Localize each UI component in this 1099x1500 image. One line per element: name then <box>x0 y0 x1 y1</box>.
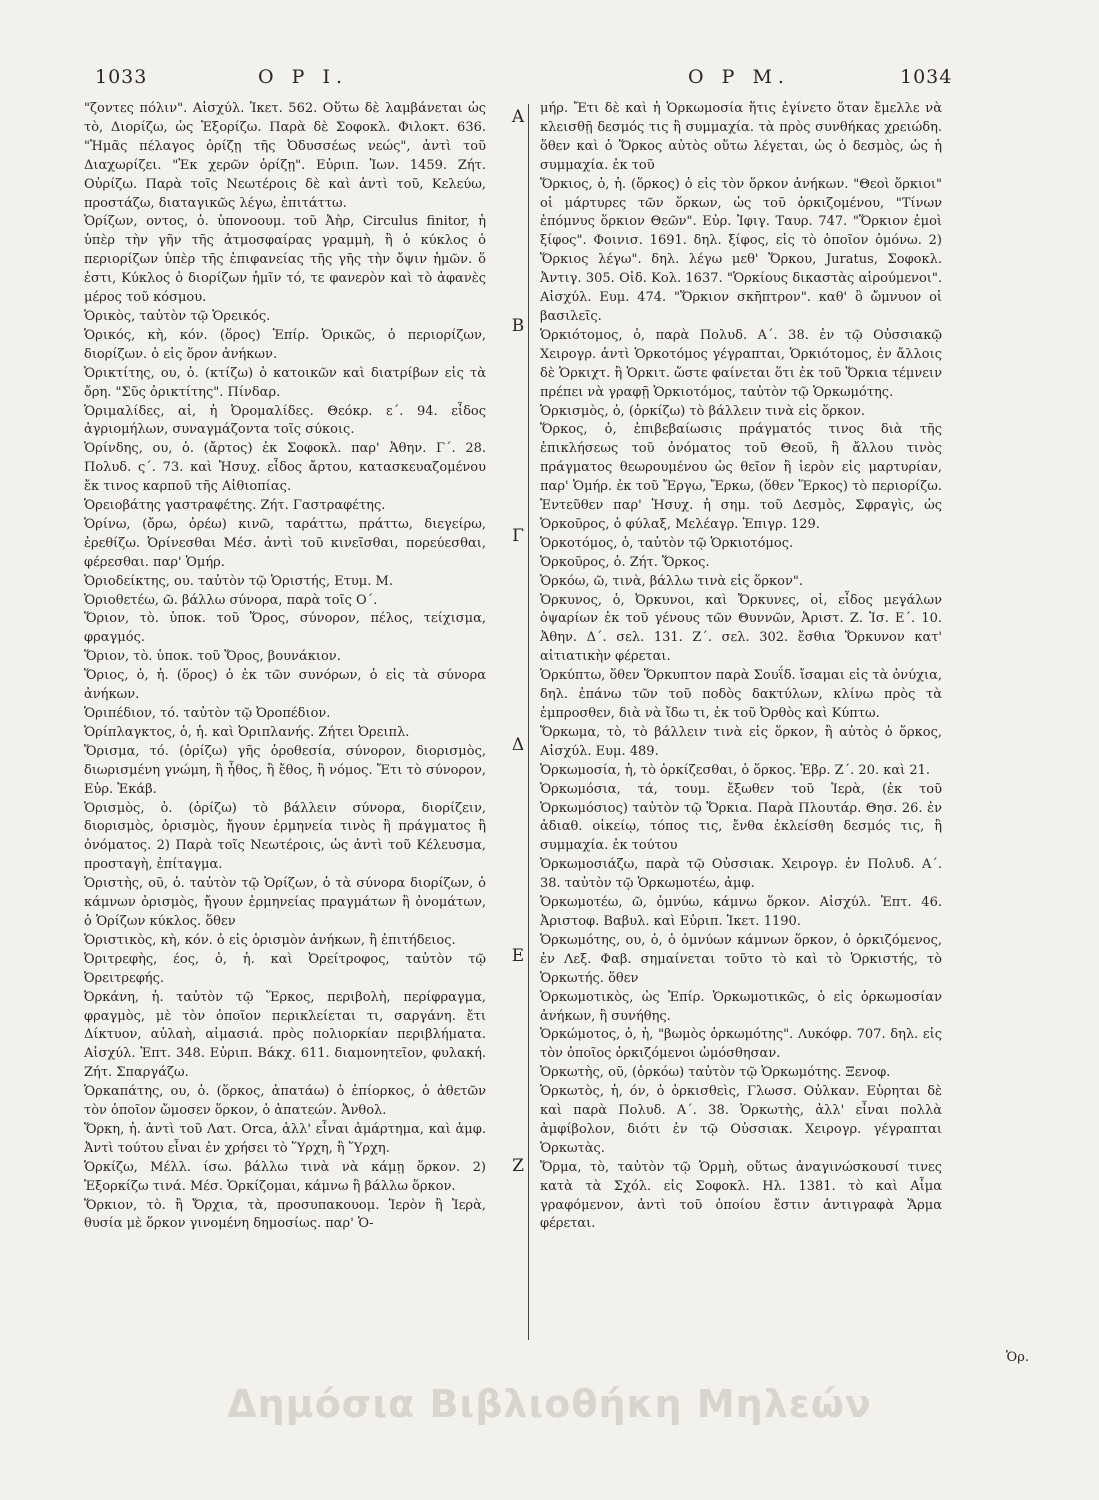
entry: Ὁρκόω, ῶ, τινὰ, βάλλω τινὰ εἰς ὅρκον". <box>540 573 804 589</box>
left-page-number: 1033 <box>95 66 148 88</box>
entry: Ὁρκώμοτος, ὁ, ἡ, "βωμὸς ὁρκωμότης". Λυκόφρ. 707. δηλ. εἰς τὸν ὁποῖος ὁρκιζόμενοι ὠμόσθησαν. <box>540 1027 942 1062</box>
section-marker: E <box>511 946 525 966</box>
entry: Ὅρισμα, τό. (ὁρίζω) γῆς ὁροθεσία, σύνορον, διορισμὸς, διωρισμένη γνώμη, ἢ ἦθος, ἢ ἔθος, ἢ νόμος. Ἔτι τὸ σύνορον, Εὐρ. Ἑκάβ. <box>84 743 486 797</box>
section-marker: Γ <box>512 526 524 546</box>
entry: Ὀρκάνη, ἡ. ταὐτὸν τῷ Ἕρκος, περιβολὴ, περίφραγμα, φραγμὸς, μὲ τὸν ὁποῖον περικλείεται τι, σαργάνη. ἔτι Δίκτυον, αὐλαὴ, αἰμασιά. πρὸς πολιορκίαν περιβλήματα. Αἰσχύλ. Ἑπτ. 348. Εὐριπ. Βάκχ. 611. διαμονητεῖον, φυλακή. Ζήτ. Σπαργάζω. <box>84 989 486 1081</box>
entry: Ὁρικός, κὴ, κόν. (ὅρος) Ἐπίρ. Ὁρικῶς, ὁ περιορίζων, διορίζων. ὁ εἰς ὅρον ἀνήκων. <box>84 327 486 362</box>
entry: Ὅρμα, τὸ, ταὐτὸν τῷ Ὁρμὴ, οὕτως ἀναγινώσκουσί τινες κατὰ τὰ Σχόλ. εἰς Σοφοκλ. Ηλ. 1381. τὸ καὶ Αἷμα γραφόμενον, ἀντὶ τοῦ ὁποίου ἔστιν ἀντιγραφὰ Ἅρμα φέρεται. <box>540 1159 942 1232</box>
section-marker: A <box>511 107 525 127</box>
entry: Ὁρκιότομος, ὁ, παρὰ Πολυδ. Α΄. 38. ἐν τῷ Οὐσσιακῷ Χειρογρ. ἀντὶ Ὁρκοτόμος γέγραπται, Ὁρκιότομος, ἐν ἄλλοις δὲ Ὁρκιχτ. ἢ Ὁρκιτ. ὥστε φαίνεται ὅτι ἐκ τοῦ Ὅρκια τέμνειν πρέπει νὰ γραφῇ Ὁρκιοτόμος, ταὐτὸν τῷ Ὁρκωμότης. <box>540 327 942 400</box>
entry: Ὁρίνδης, ου, ὁ. (ἄρτος) ἐκ Σοφοκλ. παρ' Ἀθην. Γ΄. 28. Πολυδ. ς΄. 73. καὶ Ἡσυχ. εἶδος ἄρτου, κατασκευαζομένου ἔκ τινος καρποῦ τῆς Αἰθιοπίας. <box>84 441 486 495</box>
entry: Ὅρκιος, ὁ, ἡ. (ὅρκος) ὁ εἰς τὸν ὅρκον ἀνήκων. "Θεοὶ ὅρκιοι" οἱ μάρτυρες τῶν ὅρκων, ὡς τοῦ ὁρκιζομένου, "Τίνων ἐπόμνυς ὅρκιον Θεῶν". Εὐρ. Ἰφιγ. Ταυρ. 747. "Ὅρκιον ἐμοὶ ξίφος". Φοινισ. 1691. δηλ. ξίφος, εἰς τὸ ὁποῖον ὀμόνω. 2) Ὅρκιος λέγω". δηλ. λέγω μεθ' Ὅρκου, Juratus, Σοφοκλ. Ἀντιγ. 305. Οἰδ. Κολ. 1637. "Ὁρκίους δικαστὰς αἱρούμενοι". Αἰσχύλ. Ευμ. 474. "Ὅρκιον σκῆπτρον". καθ' ὃ ὤμνυον οἱ βασιλεῖς. <box>540 176 942 324</box>
section-marker: Δ <box>511 735 525 755</box>
section-marker: B <box>511 316 525 336</box>
entry: Ὁριοδείκτης, ου. ταὐτὸν τῷ Ὁριστής, Ετυμ. Μ. <box>84 573 393 589</box>
entry: Ὁρκοῦρος, ὁ. Ζήτ. Ὅρκος. <box>540 554 710 570</box>
column-rule <box>528 104 529 1340</box>
right-page-number: 1034 <box>900 66 953 88</box>
entry: Ὁρκωμοτέω, ῶ, ὀμνύω, κάμνω ὅρκον. Αἰσχύλ. Ἑπτ. 46. Ἀριστοφ. Βαβυλ. καὶ Εὐριπ. Ἱκετ. 1190. <box>540 895 942 929</box>
entry: Ὁρικὸς, ταὐτὸν τῷ Ὁρεικός. <box>84 308 271 324</box>
entry: Ὁρκυνος, ὁ, Ὀρκυνοι, καὶ Ὄρκυνες, οἱ, εἶδος μεγάλων ὀψαρίων ἐκ τοῦ γένους τῶν Θυννῶν, Ἀριστ. Ζ. Ἱσ. Ε΄. 10. Ἀθην. Δ΄. σελ. 131. Ζ΄. σελ. 302. ἔσθια Ὅρκυνον κατ' αἰτιατικὴν φέρεται. <box>540 592 942 665</box>
entry: Ὁριμαλίδες, αἱ, ἡ Ὀρομαλίδες. Θεόκρ. ε΄. 94. εἶδος ἀγριομήλων, συναγμάζοντα τοῖς σύκοις. <box>84 403 486 438</box>
entry: Ὁρίπλαγκτος, ὁ, ἡ. καὶ Ὀριπλανής. Ζήτει Ὀρειπλ. <box>84 724 410 740</box>
entry: Ὁρκωμοσία, ἡ, τὸ ὁρκίζεσθαι, ὁ ὅρκος. Ἑβρ. Ζ΄. 20. καὶ 21. <box>540 762 931 778</box>
entry: Ὁρκύπτω, ὅθεν Ὅρκυπτον παρὰ Σουΐδ. ἴσαμαι εἰς τὰ ὀνύχια, δηλ. ἐπάνω τῶν τοῦ ποδὸς δακτύλων, κλίνω πρὸς τὰ ἐμπροσθεν, διὰ νὰ ἴδω τι, ἐκ τοῦ Ὀρθὸς καὶ Κύπτω. <box>540 668 942 721</box>
entry: Ὅριος, ὁ, ἡ. (ὅρος) ὁ ἐκ τῶν συνόρων, ὁ εἰς τὰ σύνορα ἀνήκων. <box>84 668 486 703</box>
entry: Ὀριτρεφὴς, έος, ὁ, ἡ. καὶ Ὀρείτροφος, ταὐτὸν τῷ Ὀρειτρεφής. <box>84 951 486 986</box>
left-running-head: O P I. <box>258 66 348 88</box>
entry: Ὅρκιον, τὸ. ἢ Ὄρχια, τὰ, προσυπακουομ. Ἱερὸν ἢ Ἱερὰ, θυσία μὲ ὅρκον γινομένη δημοσίως. παρ' Ὁ- <box>84 1197 486 1232</box>
entry: Ὁρικτίτης, ου, ὁ. (κτίζω) ὁ κατοικῶν καὶ διατρίβων εἰς τὰ ὄρη. "Σῦς ὀρικτίτης". Πίνδαρ. <box>84 365 486 400</box>
entry: Ὁριπέδιον, τό. ταὐτὸν τῷ Ὀροπέδιον. <box>84 706 331 721</box>
entry: Ὁρκωμοτικὸς, ὡς Ἐπίρ. Ὁρκωμοτικῶς, ὁ εἰς ὁρκωμοσίαν ἀνήκων, ἢ συνήθης. <box>540 989 942 1024</box>
entry: Ὁριοθετέω, ῶ. βάλλω σύνορα, παρὰ τοῖς Ο΄. <box>84 592 378 608</box>
entry: Ὅρκη, ἡ. ἀντὶ τοῦ Λατ. Orca, ἀλλ' εἶναι ἁμάρτημα, καὶ ἀμφ. Ἀντὶ τούτου εἶναι ἐν χρήσει τὸ Ὕρχη, ἢ Ὕρχη. <box>84 1121 486 1156</box>
entry: Ὁρίζων, οντος, ὁ. ὑπονοουμ. τοῦ Ἀὴρ, Circulus finitor, ἡ ὑπὲρ τὴν γῆν τῆς ἀτμοσφαίρας γραμμὴ, ἢ ὁ κύκλος ὁ περιορίζων ὑπὲρ τῆς ἐπιφανείας τῆς γῆς τὴν ὄψιν ἡμῶν. ὅ ἐστι, Κύκλος ὁ διορίζων ἡμῖν τό, τε φανερὸν καὶ τὸ ἀφανὲς μέρος τοῦ κόσμου. <box>84 214 486 306</box>
entry: Ὁριστὴς, οῦ, ὁ. ταὐτὸν τῷ Ὁρίζων, ὁ τὰ σύνορα διορίζων, ὁ κάμνων ὁρισμὸς, ἤγουν ἑρμηνείας πραγμάτων ἢ ὀνομάτων, ὁ Ὁρίζων κύκλος. ὅθεν <box>84 876 486 929</box>
entry: Ὁρκαπάτης, ου, ὁ. (ὅρκος, ἀπατάω) ὁ ἐπίορκος, ὁ ἀθετῶν τὸν ὁποῖον ὤμοσεν ὅρκον, ὁ ἀπατεών. Ἀνθολ. <box>84 1084 486 1119</box>
left-column <box>84 100 486 1234</box>
entry: Ὁρκωμόσια, τά, τουμ. ἔξωθεν τοῦ Ἱερὰ, (ἐκ τοῦ Ὁρκωμόσιος) ταὐτὸν τῷ Ὅρκια. Παρὰ Πλουτάρ. Θησ. 26. ἐν ἀδιαθ. οἰκείῳ, τόπος τις, ἔνθα ἐκλείσθη δεσμός τις, ἢ συμμαχία. ἐκ τούτου <box>540 781 942 854</box>
entry: Ὅριον, τὸ. ὑποκ. τοῦ Ὅρος, σύνορον, πέλος, τείχισμα, φραγμός. <box>84 611 486 646</box>
entry: Ὁρκίζω, Μέλλ. ίσω. βάλλω τινὰ νὰ κάμῃ ὅρκον. 2) Ἐξορκίζω τινά. Μέσ. Ὁρκίζομαι, κάμνω ἢ βάλλω ὅρκον. <box>84 1159 486 1194</box>
entry: Ὁρειοβάτης γαστραφέτης. Ζήτ. Γαστραφέτης. <box>84 498 386 514</box>
entry: Ὁρκωτὸς, ἡ, όν, ὁ ὁρκισθεὶς, Γλωσσ. Οὐλκαν. Εὑρηται δὲ καὶ παρὰ Πολυδ. Α΄. 38. Ὁρκωτὴς, ἀλλ' εἶναι πολλὰ ἀμφίβολον, διότι ἐν τῷ Οὐσσιακ. Χειρογρ. γέγραπται Ὁρκωτὰς. <box>540 1084 942 1156</box>
entry: Ὁρκωμότης, ου, ὁ, ὁ ὀμνύων κάμνων ὅρκον, ὁ ὁρκιζόμενος, ἐν Λεξ. Φαβ. σημαίνεται τοῦτο τὸ καὶ τὸ Ὁρκιστής, τὸ Ὁρκωτής. ὅθεν <box>540 932 942 986</box>
entry: Ὁρκωτὴς, οῦ, (ὁρκόω) ταὐτὸν τῷ Ὁρκωμότης. Ξενοφ. <box>540 1065 891 1081</box>
entry: Ὁριστικὸς, κὴ, κόν. ὁ εἰς ὁρισμὸν ἀνήκων, ἢ ἐπιτήδειος. <box>84 932 456 948</box>
entry: "ζοντες πόλιν". Αἰσχύλ. Ἱκετ. 562. Οὕτω δὲ λαμβάνεται ὡς τὸ, Διορίζω, ὡς Ἐξορίζω. Παρὰ δὲ Σοφοκλ. Φιλοκτ. 636. "Ἡμᾶς πέλαγος ὁρίζῃ τῆς Ὀδυσσέως νεώς", ἀντὶ τοῦ Διαχωρίζει. "Ἐκ χερῶν ὁρίζῃ". Εὐριπ. Ἰων. 1459. Ζήτ. Οὐρίζω. Παρὰ τοῖς Νεωτέροις δὲ καὶ ἀντὶ τοῦ, Κελεύω, προστάζω, διαταγικῶς λέγω, ἐπιτάττω. <box>84 101 486 211</box>
right-running-head: O P M. <box>688 66 790 88</box>
entry: Ὁρκισμὸς, ὁ, (ὁρκίζω) τὸ βάλλειν τινὰ εἰς ὅρκον. <box>540 403 866 419</box>
section-marker: Z <box>512 1156 524 1176</box>
entry: Ὅριον, τὸ. ὑποκ. τοῦ Ὅρος, βουνάκιον. <box>84 649 341 665</box>
library-watermark: Δημόσια Βιβλιοθήκη Μηλεών <box>227 1382 872 1426</box>
entry: Ὁρίνω, (ὄρω, ὀρέω) κινῶ, ταράττω, πράττω, διεγείρω, ἐρεθίζω. Ὀρίνεσθαι Μέσ. ἀντὶ τοῦ κινεῖσθαι, πορεύεσθαι, φέρεσθαι. παρ' Ὁμήρ. <box>84 516 486 570</box>
right-column <box>540 100 942 1234</box>
entry: Ὅρκωμα, τὸ, τὸ βάλλειν τινὰ εἰς ὅρκον, ἢ αὐτὸς ὁ ὅρκος, Αἰσχύλ. Ευμ. 489. <box>540 724 942 759</box>
catchword: Ὁρ. <box>1006 1350 1029 1365</box>
entry: Ὁρισμὸς, ὁ. (ὁρίζω) τὸ βάλλειν σύνορα, διορίζειν, διορισμὸς, ὁρισμὸς, ἤγουν ἑρμηνεία τινὸς ἢ πράγματος ἢ ὀνόματος. 2) Παρὰ τοῖς Νεωτέροις, ὡς ἀντὶ τοῦ Κέλευσμα, προσταγὴ, ἐπίταγμα. <box>84 800 486 873</box>
entry: Ὁρκωμοσιάζω, παρὰ τῷ Οὐσσιακ. Χειρογρ. ἐν Πολυδ. Α΄. 38. ταὐτὸν τῷ Ὁρκωμοτέω, ἀμφ. <box>540 857 942 892</box>
entry: μήρ. Ἔτι δὲ καὶ ἡ Ὁρκωμοσία ἥτις ἐγίνετο ὅταν ἔμελλε νὰ κλεισθῇ δεσμός τις ἢ συμμαχία. τὰ πρὸς συνθήκας χρειώδη. ὅθεν καὶ ὁ Ὅρκος αὐτὸς οὕτω λέγεται, ὡς ὁ δεσμὸς, ὡς ἡ συμμαχία. ἐκ τοῦ <box>540 101 942 173</box>
entry: Ὁρκοτόμος, ὁ, ταὐτὸν τῷ Ὁρκιοτόμος. <box>540 535 794 551</box>
entry: Ὅρκος, ὁ, ἐπιβεβαίωσις πράγματός τινος διὰ τῆς ἐπικλήσεως τοῦ ὀνόματος τοῦ Θεοῦ, ἢ ἄλλου τινὸς πράγματος θεωρουμένου ὡς θεῖον ἢ ἱερὸν εἰς μαρτυρίαν, παρ' Ὁμήρ. ἐκ τοῦ Ἔργω, Ἔρκω, (ὅθεν Ἕρκος) τὸ περιορίζω. Ἐντεῦθεν παρ' Ἡσυχ. ἡ σημ. τοῦ Δεσμὸς, Σφραγὶς, ὡς Ὁρκοῦρος, ὁ φύλαξ, Μελέαγρ. Ἐπιγρ. 129. <box>540 422 942 532</box>
